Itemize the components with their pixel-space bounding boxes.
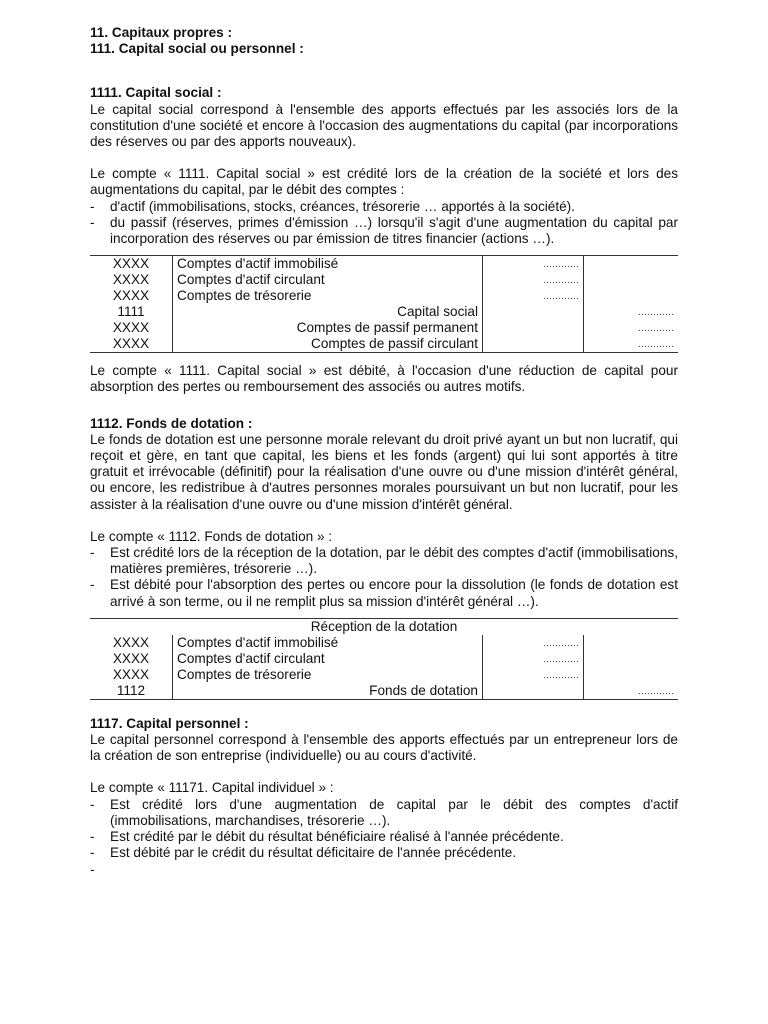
account-label: Comptes d'actif immobilisé — [173, 635, 483, 651]
account-code: XXXX — [90, 651, 173, 667]
table-row — [90, 256, 678, 273]
account-label: Comptes de trésorerie — [173, 288, 483, 304]
account-label: Capital social — [173, 304, 483, 320]
list-item: - du passif (réserves, primes d'émission …) lorsqu'il s'agit d'une augmentation du capital par incorporation des réserves ou par émission de titres financier (actions …). — [90, 215, 678, 247]
list-item: - Est débité par le crédit du résultat déficitaire de l'année précédente. — [90, 845, 678, 861]
account-label: Comptes de passif permanent — [173, 320, 483, 336]
credit-amount — [584, 272, 679, 288]
debit-amount: ………… — [483, 288, 584, 304]
paragraph: Le compte « 1111. Capital social » est crédité lors de la création de la société et lors des augmentations du capital, par le débit des comptes : — [90, 166, 678, 198]
document-page — [90, 25, 678, 878]
account-label: Comptes d'actif immobilisé — [173, 256, 483, 273]
account-code: XXXX — [90, 667, 173, 683]
debit-amount — [483, 683, 584, 700]
account-label: Comptes de passif circulant — [173, 336, 483, 353]
account-code: XXXX — [90, 635, 173, 651]
debit-amount: ………… — [483, 256, 584, 273]
paragraph: Le compte « 11171. Capital individuel » : — [90, 780, 334, 796]
account-label: Comptes de trésorerie — [173, 667, 483, 683]
paragraph: Le fonds de dotation est une personne morale relevant du droit privé ayant un but non lucratif, qui reçoit et gère, en tant que capital, les biens et les fonds (argent) qui lui sont apportés à titre gratuit et irrévocable (définitif) pour la réalisation d'une ouvre ou d'une mission d'intérêt général, ou encore, les redistribue à d'autres personnes morales poursuivant un but non lucratif, pour les assister à la réalisation d'une ouvre ou d'une mission d'intérêt général. — [90, 431, 678, 512]
journal-entry-table — [90, 618, 678, 700]
debit-amount: ………… — [483, 635, 584, 651]
account-label: Comptes d'actif circulant — [173, 651, 483, 667]
table-row — [90, 320, 678, 336]
credit-amount: ………… — [638, 307, 674, 318]
account-code: XXXX — [90, 272, 173, 288]
debit-amount: ………… — [483, 667, 584, 683]
list-item — [90, 862, 678, 878]
credit-amount — [584, 651, 679, 667]
debit-amount: ………… — [483, 651, 584, 667]
bullet-list — [90, 545, 678, 610]
debit-amount — [483, 304, 584, 320]
credit-amount: ………… — [638, 339, 674, 350]
debit-amount — [483, 320, 584, 336]
credit-amount — [584, 635, 679, 651]
credit-amount: ………… — [638, 685, 674, 696]
bullet-list — [90, 797, 678, 878]
account-code: XXXX — [90, 336, 173, 353]
table-row — [90, 336, 678, 353]
list-item: - Est crédité par le débit du résultat bénéficiaire réalisé à l'année précédente. — [90, 829, 678, 845]
table-row — [90, 304, 678, 320]
account-label: Comptes d'actif circulant — [173, 272, 483, 288]
heading-1111: 1111. Capital social : — [90, 85, 222, 101]
paragraph: Le capital social correspond à l'ensemble des apports effectués par les associés lors de la constitution d'une société et encore à l'occasion des augmentations du capital (par incorporations des réserves ou par des apports nouveaux). — [90, 101, 678, 150]
credit-amount — [584, 288, 679, 304]
account-code: XXXX — [90, 256, 173, 273]
paragraph: Le compte « 1111. Capital social » est débité, à l'occasion d'une réduction de capital pour absorption des pertes ou remboursement des associés ou autres motifs. — [90, 363, 678, 395]
heading-1112: 1112. Fonds de dotation : — [90, 415, 253, 431]
table-row — [90, 635, 678, 651]
heading-1117: 1117. Capital personnel : — [90, 715, 249, 731]
debit-amount: ………… — [483, 272, 584, 288]
account-code: XXXX — [90, 320, 173, 336]
credit-amount — [584, 667, 679, 683]
list-item: - Est crédité lors d'une augmentation de capital par le débit des comptes d'actif (immobilisations, marchandises, trésorerie …). — [90, 797, 678, 829]
list-item: - d'actif (immobilisations, stocks, créances, trésorerie … apportés à la société). — [90, 199, 678, 215]
debit-amount — [483, 336, 584, 353]
list-item: - Est débité pour l'absorption des pertes ou encore pour la dissolution (le fonds de dotation est arrivé à son terme, ou il ne remplit plus sa mission d'intérêt général …). — [90, 577, 678, 609]
table-row — [90, 667, 678, 683]
table-row — [90, 272, 678, 288]
journal-entry-table — [90, 255, 678, 353]
paragraph: Le compte « 1112. Fonds de dotation » : — [90, 528, 333, 544]
credit-amount — [584, 256, 679, 273]
account-label: Fonds de dotation — [173, 683, 483, 700]
list-item: - Est crédité lors de la réception de la dotation, par le débit des comptes d'actif (immobilisations, matières premières, trésorerie …). — [90, 545, 678, 577]
table-title: Réception de la dotation — [310, 618, 458, 634]
account-code: 1111 — [90, 304, 173, 320]
bullet-list — [90, 199, 678, 248]
table-row — [90, 683, 678, 700]
account-code: XXXX — [90, 288, 173, 304]
credit-amount: ………… — [638, 323, 674, 334]
paragraph: Le capital personnel correspond à l'ensemble des apports effectués par un entrepreneur lors de la création de son entreprise (individuelle) ou au cours d'activité. — [90, 732, 678, 764]
account-code: 1112 — [90, 683, 173, 700]
table-row — [90, 288, 678, 304]
heading-11: 11. Capitaux propres : — [90, 25, 233, 40]
table-row — [90, 651, 678, 667]
heading-111: 111. Capital social ou personnel : — [90, 41, 304, 57]
